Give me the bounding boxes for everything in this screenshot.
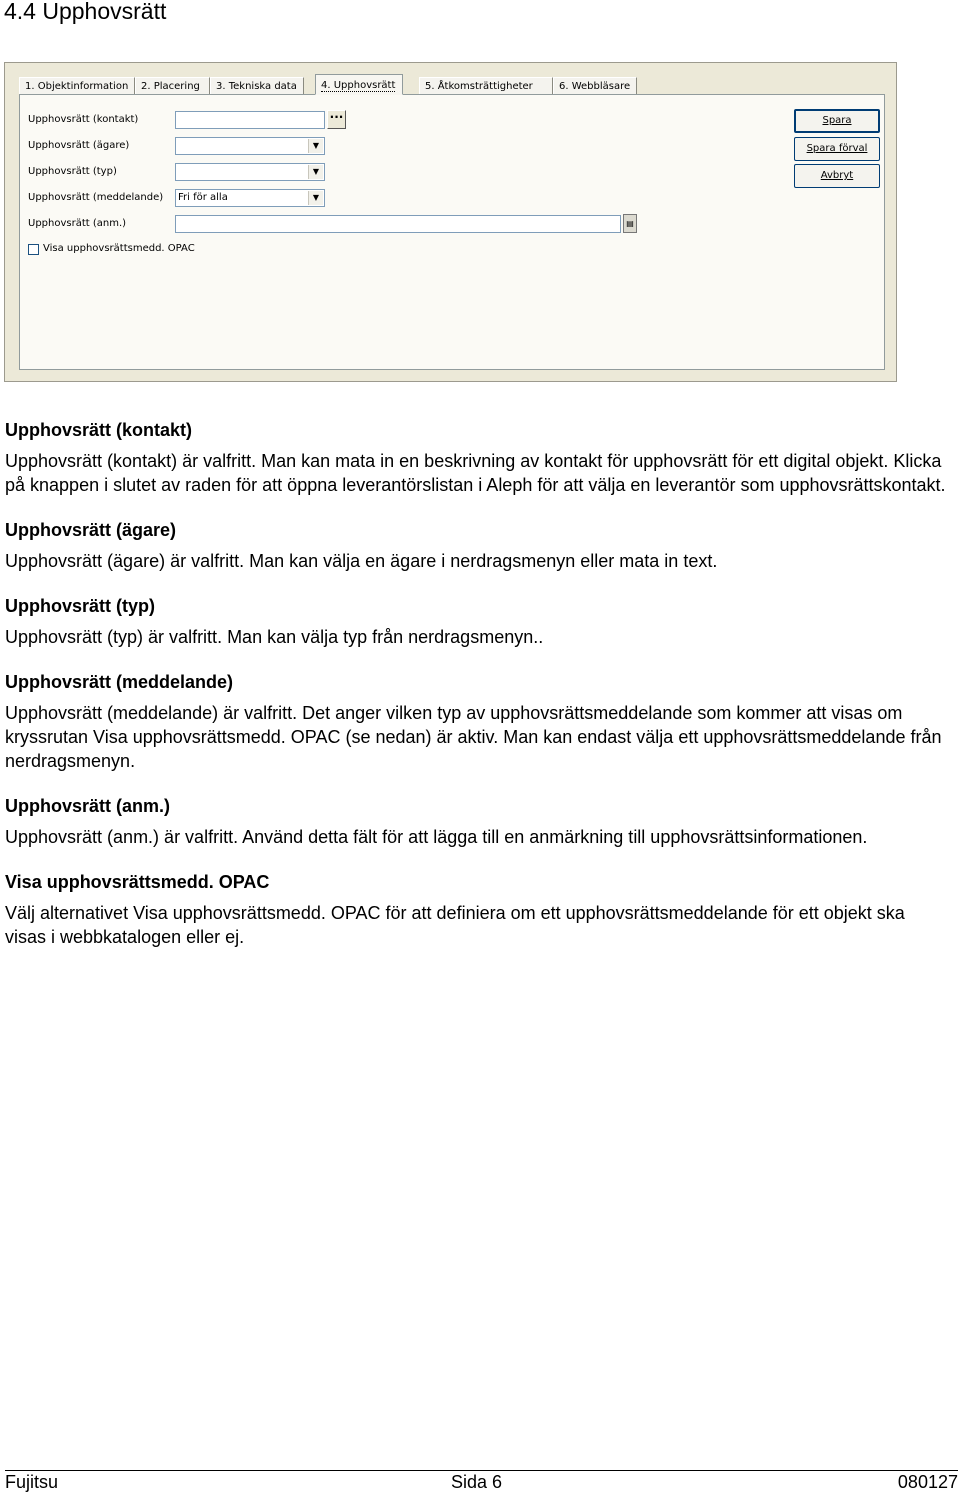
section-kontakt: [5, 418, 950, 497]
section-text: Upphovsrätt (kontakt) är valfritt. Man kan mata in en beskrivning av kontakt för upphovsrätt för ett digital objekt. Klicka på knappen i slutet av raden för att öppna leverantörslistan i Aleph för att välja en leverantör som upphovsrättskontakt.: [5, 451, 946, 495]
tab-placering[interactable]: 2. Placering: [135, 77, 210, 94]
tab-webblasare[interactable]: 6. Webbläsare: [553, 77, 637, 94]
tab-atkomstrattigheter[interactable]: 5. Åtkomsträttigheter: [419, 77, 553, 94]
section-text: Upphovsrätt (meddelande) är valfritt. Det anger vilken typ av upphovsrättsmeddelande som kommer att visas om kryssrutan Visa upphovsrättsmedd. OPAC (se nedan) är aktiv. Man kan endast välja ett upphovsrättsmeddelande från nerdragsmenyn.: [5, 703, 942, 771]
cancel-button[interactable]: Avbryt: [794, 164, 880, 188]
notes-button[interactable]: [623, 214, 637, 233]
section-text: Upphovsrätt (typ) är valfritt. Man kan välja typ från nerdragsmenyn..: [5, 627, 544, 647]
page-heading: 4.4 Upphovsrätt: [4, 0, 167, 24]
dialog-screenshot: [4, 62, 897, 382]
footer-date: 080127: [897, 1472, 958, 1492]
message-value: Fri för alla: [178, 192, 228, 203]
supplier-lookup-button[interactable]: [327, 110, 346, 129]
save-forward-button[interactable]: Spara förval: [794, 137, 880, 161]
message-label: Upphovsrätt (meddelande): [28, 192, 164, 203]
section-heading: Upphovsrätt (typ): [5, 596, 155, 616]
section-text: Upphovsrätt (ägare) är valfritt. Man kan välja en ägare i nerdragsmenyn eller mata in text.: [5, 551, 718, 571]
tab-tekniska-data[interactable]: 3. Tekniska data: [210, 77, 304, 94]
notes-icon: ▤: [626, 219, 634, 228]
section-agare: [5, 518, 950, 573]
save-button[interactable]: Spara: [794, 109, 880, 133]
footer-page-number: Sida 6: [451, 1472, 503, 1492]
section-heading: Upphovsrätt (ägare): [5, 520, 177, 540]
message-select[interactable]: [175, 189, 325, 207]
owner-select[interactable]: [175, 137, 325, 155]
section-opac: [5, 870, 950, 949]
section-text: Välj alternativet Visa upphovsrättsmedd. OPAC för att definiera om ett upphovsrättsmeddelande för ett objekt ska visas i webbkatalogen eller ej.: [5, 903, 905, 947]
chevron-down-icon: ▼: [308, 165, 323, 179]
section-typ: [5, 594, 950, 649]
section-heading: Upphovsrätt (anm.): [5, 796, 171, 816]
tab-panel-upphovsratt: [19, 94, 885, 370]
note-label: Upphovsrätt (anm.): [28, 218, 127, 229]
ellipsis-icon: ···: [329, 110, 344, 124]
opac-checkbox-label: Visa upphovsrättsmedd. OPAC: [43, 243, 195, 254]
type-select[interactable]: [175, 163, 325, 181]
type-label: Upphovsrätt (typ): [28, 166, 117, 177]
note-input[interactable]: [175, 215, 621, 233]
contact-label: Upphovsrätt (kontakt): [28, 114, 139, 125]
section-heading: Upphovsrätt (meddelande): [5, 672, 234, 692]
opac-checkbox[interactable]: [28, 244, 39, 255]
chevron-down-icon: ▼: [308, 191, 323, 205]
tab-bar: [19, 73, 882, 95]
section-text: Upphovsrätt (anm.) är valfritt. Använd detta fält för att lägga till en anmärkning till upphovsrättsinformationen.: [5, 827, 868, 847]
section-heading: Upphovsrätt (kontakt): [5, 420, 193, 440]
tab-upphovsratt[interactable]: 4. Upphovsrätt: [315, 74, 403, 95]
owner-label: Upphovsrätt (ägare): [28, 140, 130, 151]
section-anm: [5, 794, 950, 849]
section-meddelande: [5, 670, 950, 773]
contact-input[interactable]: [175, 111, 325, 129]
document-body: [5, 418, 950, 970]
section-heading: Visa upphovsrättsmedd. OPAC: [5, 872, 270, 892]
tab-objektinformation[interactable]: 1. Objektinformation: [19, 77, 135, 94]
chevron-down-icon: ▼: [308, 139, 323, 153]
footer-company: Fujitsu: [5, 1472, 59, 1492]
footer-divider: [5, 1470, 958, 1471]
